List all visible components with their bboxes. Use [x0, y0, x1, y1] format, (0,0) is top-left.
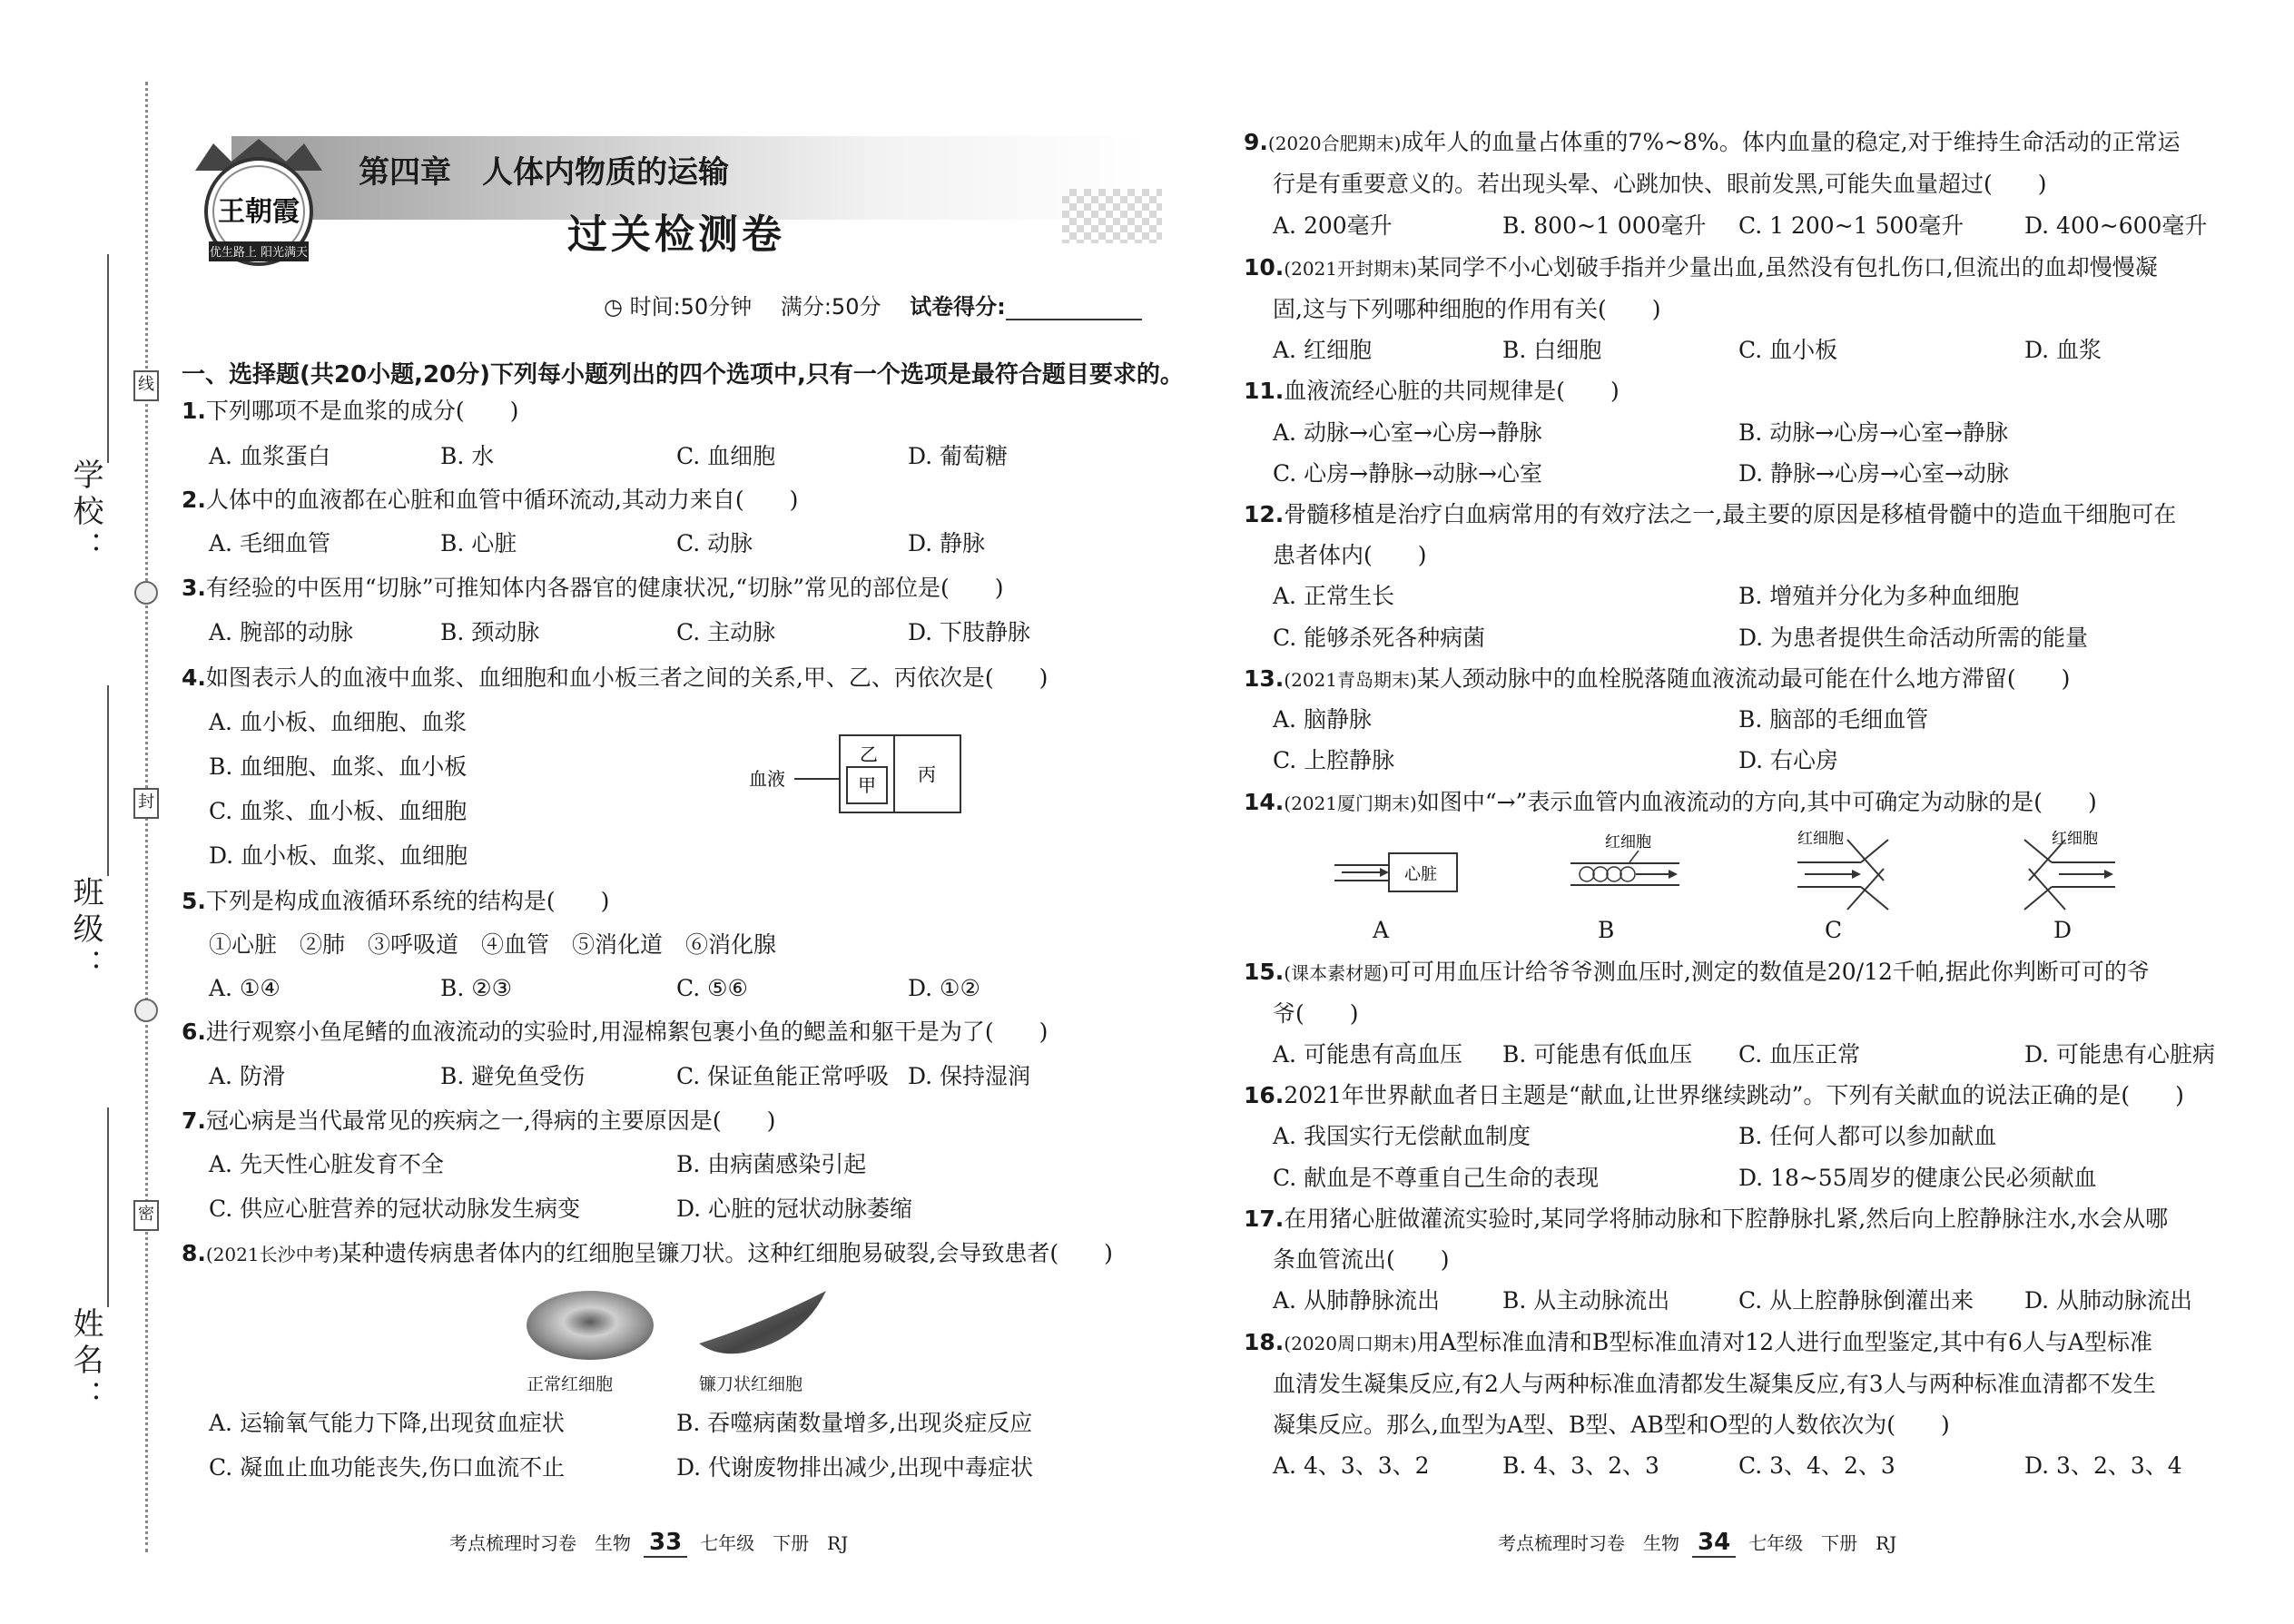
option-b[interactable]: B. 水 [440, 443, 495, 469]
question-10-cont: 固,这与下列哪种细胞的作用有关( ) [1273, 296, 1661, 322]
exam-full-score: 满分:50分 [780, 294, 881, 320]
section-heading: 一、选择题(共20小题,20分)下列每小题列出的四个选项中,只有一个选项是最符合题目要求的。 [182, 361, 1184, 389]
option-b[interactable]: B. 从主动脉流出 [1502, 1287, 1670, 1314]
fig-label-blood: 血液 [749, 768, 785, 790]
question-2: 2.人体中的血液都在心脏和血管中循环流动,其动力来自( ) [182, 487, 799, 513]
option-b[interactable]: B. 吞噬病菌数量增多,出现炎症反应 [676, 1410, 1033, 1436]
logo-text: 王朝霞 [218, 196, 300, 228]
name-label: 姓名： [67, 1307, 103, 1416]
option-c[interactable]: C. 动脉 [676, 530, 753, 556]
option-c[interactable]: C. 献血是不尊重自己生命的表现 [1273, 1165, 1600, 1191]
svg-text:红细胞: 红细胞 [2052, 831, 2098, 848]
option-a[interactable]: A. 血小板、血细胞、血浆 [209, 709, 467, 735]
option-b[interactable]: B. 心脏 [440, 530, 517, 556]
exam-time: 时间:50分钟 [629, 294, 753, 320]
page-title: 过关检测卷 [567, 212, 785, 258]
score-blank[interactable] [1006, 300, 1142, 320]
option-c[interactable]: C. 心房→静脉→动脉→心室 [1273, 460, 1542, 487]
option-d[interactable]: D. 静脉 [908, 530, 986, 556]
option-b[interactable]: B. ②③ [440, 975, 513, 1001]
question-8: 8.(2021长沙中考)某种遗传病患者体内的红细胞呈镰刀状。这种红细胞易破裂,会导致患者( ) [182, 1240, 1113, 1266]
page-footer: 考点梳理时习卷 生物 33 七年级 下册 RJ [449, 1529, 849, 1556]
option-a[interactable]: A. 红细胞 [1273, 337, 1372, 363]
right-page [1226, 0, 2233, 1624]
question-1 [182, 398, 518, 425]
option-a[interactable]: A. 我国实行无偿献血制度 [1273, 1123, 1531, 1149]
option-d[interactable]: D. 18~55周岁的健康公民必须献血 [1738, 1165, 2097, 1191]
option-b[interactable]: B. 由病菌感染引起 [676, 1151, 867, 1177]
option-a[interactable]: A. 正常生长 [1273, 583, 1394, 609]
option-b[interactable]: B. 可能患有低血压 [1502, 1041, 1693, 1068]
class-label: 班级： [67, 876, 103, 985]
option-d[interactable]: D. 血小板、血浆、血细胞 [209, 842, 468, 869]
question-18-cont: 血清发生凝集反应,有2人与两种标准血清都发生凝集反应,有3人与两种标准血清都不发生 [1273, 1371, 2156, 1397]
option-c[interactable]: C. 1 200~1 500毫升 [1738, 212, 1964, 239]
question-7: 7.冠心病是当代最常见的疾病之一,得病的主要原因是( ) [182, 1107, 776, 1134]
blood-composition-diagram [749, 726, 1139, 826]
option-d[interactable]: D. 静脉→心房→心室→动脉 [1738, 460, 2009, 487]
fig-label-normal-rbc: 正常红细胞 [527, 1374, 614, 1394]
binding-mark-line: 线 [133, 370, 159, 401]
diagram-d [2024, 831, 2115, 910]
exam-meta [604, 289, 1142, 320]
svg-text:心脏: 心脏 [1404, 865, 1437, 884]
question-items: ①心脏 ②肺 ③呼吸道 ④血管 ⑤消化道 ⑥消化腺 [209, 931, 777, 958]
question-text: 下列哪项不是血浆的成分( ) [205, 398, 519, 424]
option-d[interactable]: D. 代谢废物排出减少,出现中毒症状 [676, 1454, 1033, 1481]
option-d[interactable]: D. 心脏的冠状动脉萎缩 [676, 1196, 913, 1222]
option-c[interactable]: C [1825, 917, 1843, 943]
question-17-cont: 条血管流出( ) [1273, 1246, 1450, 1273]
option-a[interactable]: A. ①④ [209, 975, 281, 1001]
question-18: 18.(2020周口期末)用A型标准血清和B型标准血清对12人进行血型鉴定,其中有6人与A型标准 [1244, 1329, 2152, 1355]
option-c[interactable]: C. 3、4、2、3 [1738, 1452, 1895, 1479]
option-a[interactable]: A. 200毫升 [1273, 212, 1393, 239]
school-label: 学校： [67, 458, 103, 567]
question-6: 6.进行观察小鱼尾鳍的血液流动的实验时,用湿棉絮包裹小鱼的鳃盖和躯干是为了( ) [182, 1019, 1049, 1045]
page-number: 33 [644, 1529, 687, 1558]
option-a[interactable]: A [1373, 917, 1390, 943]
option-d[interactable]: D. 右心房 [1738, 747, 1839, 773]
option-b[interactable]: B. 避免鱼受伤 [440, 1063, 586, 1089]
question-16: 16.2021年世界献血者日主题是“献血,让世界继续跳动”。下列有关献血的说法正确的是( ) [1244, 1082, 2184, 1108]
fig-label-jia: 甲 [858, 774, 876, 796]
option-d[interactable]: D. 血浆 [2024, 337, 2102, 363]
option-d[interactable]: D. 3、2、3、4 [2024, 1452, 2182, 1479]
logo-tag: 优生路上 阳光满天 [209, 246, 309, 260]
diagram-c [1797, 831, 1888, 910]
option-d[interactable]: D. 葡萄糖 [908, 443, 1009, 469]
option-b[interactable]: B. 动脉→心房→心室→静脉 [1738, 419, 2009, 446]
option-a[interactable]: A. 先天性心脏发育不全 [209, 1151, 444, 1177]
option-a[interactable]: A. 运输氧气能力下降,出现贫血症状 [209, 1410, 565, 1436]
option-a[interactable]: A. 血浆蛋白 [209, 443, 330, 469]
question-3: 3.有经验的中医用“切脉”可推知体内各器官的健康状况,“切脉”常见的部位是( ) [182, 575, 1004, 601]
question-12-cont: 患者体内( ) [1273, 542, 1427, 568]
sickle-rbc-image [694, 1289, 831, 1362]
option-c[interactable]: C. 能够杀死各种病菌 [1273, 625, 1486, 651]
question-5: 5.下列是构成血液循环系统的结构是( ) [182, 888, 610, 914]
option-c[interactable]: C. 血细胞 [676, 443, 776, 469]
option-c[interactable]: C. 血小板 [1738, 337, 1838, 363]
option-b[interactable]: B. 800~1 000毫升 [1502, 212, 1707, 239]
option-c[interactable]: C. 从上腔静脉倒灌出来 [1738, 1287, 1974, 1314]
binding-ring-icon [134, 999, 158, 1022]
svg-text:红细胞: 红细胞 [1797, 831, 1844, 848]
svg-text:红细胞: 红细胞 [1605, 833, 1651, 851]
option-c[interactable]: C. 凝血止血功能丧失,伤口血流不止 [209, 1454, 566, 1481]
option-d[interactable]: D. 400~600毫升 [2024, 212, 2208, 239]
option-c[interactable]: C. 供应心脏营养的冠状动脉发生病变 [209, 1196, 581, 1222]
option-b[interactable]: B. 白细胞 [1502, 337, 1602, 363]
option-a[interactable]: A. 可能患有高血压 [1273, 1041, 1462, 1068]
question-13: 13.(2021青岛期末)某人颈动脉中的血栓脱落随血液流动最可能在什么地方滞留( ) [1244, 665, 2071, 692]
option-d[interactable]: D. 保持湿润 [908, 1063, 1031, 1089]
option-a[interactable]: A. 腕部的动脉 [209, 619, 353, 645]
option-c[interactable]: C. 上腔静脉 [1273, 747, 1395, 773]
option-d[interactable]: D [2053, 917, 2072, 943]
fig-label-sickle-rbc: 镰刀状红细胞 [699, 1374, 803, 1394]
header-checker-pattern [1062, 189, 1162, 243]
option-d[interactable]: D. 为患者提供生命活动所需的能量 [1738, 625, 2089, 651]
fig-label-bing: 丙 [918, 763, 936, 785]
option-a[interactable]: A. 从肺静脉流出 [1273, 1287, 1440, 1314]
option-b[interactable]: B [1598, 917, 1615, 943]
question-10: 10.(2021开封期末)某同学不小心划破手指并少量出血,虽然没有包扎伤口,但流出的血却慢慢凝 [1244, 254, 2158, 281]
question-number: 1. [182, 398, 206, 424]
question-11: 11.血液流经心脏的共同规律是( ) [1244, 378, 1620, 404]
class-blank-line [107, 685, 109, 876]
option-c[interactable]: C. 血压正常 [1738, 1041, 1861, 1068]
option-a[interactable]: A. 4、3、3、2 [1273, 1452, 1430, 1479]
fig-label-yi: 乙 [860, 743, 878, 765]
question-14: 14.(2021厦门期末)如图中“→”表示血管内血液流动的方向,其中可确定为动脉的是( ) [1244, 789, 2097, 815]
normal-rbc-image [522, 1284, 658, 1375]
option-a[interactable]: A. 防滑 [209, 1063, 285, 1089]
binding-margin [0, 0, 154, 1624]
option-d[interactable]: D. 下肢静脉 [908, 619, 1031, 645]
question-9: 9.(2020合肥期末)成年人的血量占体重的7%~8%。体内血量的稳定,对于维持生命活动的正常运 [1244, 129, 2181, 155]
option-b[interactable]: B. 颈动脉 [440, 619, 540, 645]
name-blank-line [107, 1107, 109, 1307]
clock-icon: ◷ [604, 294, 630, 320]
blood-vessel-diagrams [1334, 831, 2242, 930]
option-b[interactable]: B. 血细胞、血浆、血小板 [209, 753, 468, 780]
chapter-title: 第四章 人体内物质的运输 [359, 154, 729, 191]
exam-score-label: 试卷得分: [910, 294, 1006, 320]
binding-mark-seal: 封 [133, 788, 159, 819]
option-b[interactable]: B. 脑部的毛细血管 [1738, 706, 1929, 733]
page-number: 34 [1692, 1529, 1736, 1558]
option-d[interactable]: D. 从肺动脉流出 [2024, 1287, 2193, 1314]
question-18-cont2: 凝集反应。那么,血型为A型、B型、AB型和O型的人数依次为( ) [1273, 1412, 1950, 1438]
question-15-cont: 爷( ) [1273, 1000, 1359, 1027]
option-a[interactable]: A. 毛细血管 [209, 530, 330, 556]
diagram-a [1334, 853, 1457, 891]
option-b[interactable]: B. 增殖并分化为多种血细胞 [1738, 583, 2020, 609]
option-b[interactable]: B. 任何人都可以参加献血 [1738, 1123, 1997, 1149]
diagram-b [1570, 833, 1679, 885]
option-d[interactable]: D. ①② [908, 975, 980, 1001]
page-footer: 考点梳理时习卷 生物 34 七年级 下册 RJ [1498, 1529, 1897, 1556]
option-c[interactable]: C. 主动脉 [676, 619, 776, 645]
binding-ring-icon [134, 581, 158, 605]
option-b[interactable]: B. 4、3、2、3 [1502, 1452, 1659, 1479]
option-c[interactable]: C. 血浆、血小板、血细胞 [209, 798, 468, 824]
left-page [168, 0, 1184, 1624]
school-blank-line [107, 254, 109, 463]
brand-logo [177, 134, 340, 271]
option-a[interactable]: A. 脑静脉 [1273, 706, 1372, 733]
option-d[interactable]: D. 可能患有心脏病 [2024, 1041, 2216, 1068]
question-12: 12.骨髓移植是治疗白血病常用的有效疗法之一,最主要的原因是移植骨髓中的造血干细胞可在 [1244, 501, 2177, 527]
question-4: 4.如图表示人的血液中血浆、血细胞和血小板三者之间的关系,甲、乙、丙依次是( ) [182, 664, 1049, 691]
option-c[interactable]: C. ⑤⑥ [676, 975, 748, 1001]
option-a[interactable]: A. 动脉→心室→心房→静脉 [1273, 419, 1542, 446]
binding-mark-dense: 密 [133, 1200, 159, 1231]
question-source: (2021长沙中考) [205, 1244, 340, 1265]
question-17: 17.在用猪心脏做灌流实验时,某同学将肺动脉和下腔静脉扎紧,然后向上腔静脉注水,水会从哪 [1244, 1206, 2169, 1232]
option-c[interactable]: C. 保证鱼能正常呼吸 [676, 1063, 890, 1089]
question-15: 15.(课本素材题)可可用血压计给爷爷测血压时,测定的数值是20/12千帕,据此你判断可可的爷 [1244, 959, 2150, 985]
question-9-cont: 行是有重要意义的。若出现头晕、心跳加快、眼前发黑,可能失血量超过( ) [1273, 171, 2047, 197]
